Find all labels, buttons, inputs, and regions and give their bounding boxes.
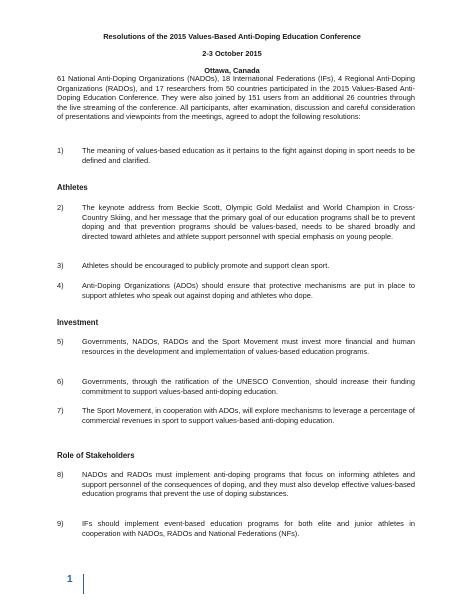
resolution-number: 6) — [57, 377, 64, 386]
page-number: 1 — [67, 574, 73, 585]
resolution-7 — [57, 406, 415, 425]
resolution-6 — [57, 377, 415, 396]
resolution-number: 9) — [57, 519, 64, 528]
resolution-text: The meaning of values-based education as it pertains to the fight against doping in sport needs to be defined and clarified. — [82, 146, 415, 165]
resolution-number: 3) — [57, 261, 64, 270]
page-footer — [57, 574, 437, 594]
resolution-text: Anti-Doping Organizations (ADOs) should ensure that protective mechanisms are put in place to support athletes who speak out against doping and athletes who dope. — [82, 281, 415, 300]
section-heading-athletes: Athletes — [57, 183, 88, 192]
resolution-2 — [57, 203, 415, 241]
resolution-text: Athletes should be encouraged to publicly promote and support clean sport. — [82, 261, 330, 270]
resolution-text: Governments, NADOs, RADOs and the Sport Movement must invest more financial and human resources in the development and implementation of values-based education programs. — [82, 337, 415, 356]
resolution-8 — [57, 470, 415, 499]
resolution-number: 5) — [57, 337, 64, 346]
resolution-text: NADOs and RADOs must implement anti-doping programs that focus on informing athletes and support personnel of the consequences of doping, and they must also develop effective values-based education programs that prevent the use of doping substances. — [82, 470, 415, 499]
resolution-4 — [57, 281, 415, 300]
section-heading-investment: Investment — [57, 318, 99, 327]
document-dates: 2-3 October 2015 — [202, 49, 262, 58]
intro-paragraph: 61 National Anti-Doping Organizations (NADOs), 18 International Federations (IFs), 4 Regional Anti-Doping Organizations (RADOs), and 17 researchers from 50 countries participated in the 2015 Values-Based Anti-Doping Education Conference. They were also joined by 151 users from an additional 26 countries through the live streaming of the conference. All participants, after examination, discussion and careful consideration of presentations and viewpoints from the meetings, agreed to adopt the following resolutions: — [57, 74, 415, 122]
resolution-1 — [57, 146, 415, 165]
document-location: Ottawa, Canada — [204, 66, 260, 75]
resolution-3 — [57, 261, 415, 271]
resolution-number: 8) — [57, 470, 64, 479]
document-header — [0, 0, 464, 75]
resolution-9 — [57, 519, 415, 538]
resolution-text: The keynote address from Beckie Scott, Olympic Gold Medalist and World Champion in Cross-Country Skiing, and her message that the primary goal of our education programs shall be to prevent doping and that prevention programs should be values-based, needs to be shared broadly and directed toward athletes and athlete support personnel with special emphasis on young people. — [82, 203, 415, 241]
resolution-number: 7) — [57, 406, 64, 415]
resolution-number: 4) — [57, 281, 64, 290]
resolution-number: 1) — [57, 146, 64, 155]
resolution-number: 2) — [57, 203, 64, 212]
resolution-5 — [57, 337, 415, 356]
section-heading-stakeholders: Role of Stakeholders — [57, 451, 135, 460]
document-title: Resolutions of the 2015 Values-Based Anti-Doping Education Conference — [103, 32, 361, 41]
resolution-text: IFs should implement event-based education programs for both elite and junior athletes in cooperation with NADOs, RADOs and National Federations (NFs). — [82, 519, 415, 538]
resolution-text: Governments, through the ratification of the UNESCO Convention, should increase their funding commitment to support values-based anti-doping education. — [82, 377, 415, 396]
resolution-text: The Sport Movement, in cooperation with ADOs, will explore mechanisms to leverage a percentage of commercial revenues in sport to support values-based anti-doping education. — [82, 406, 415, 425]
